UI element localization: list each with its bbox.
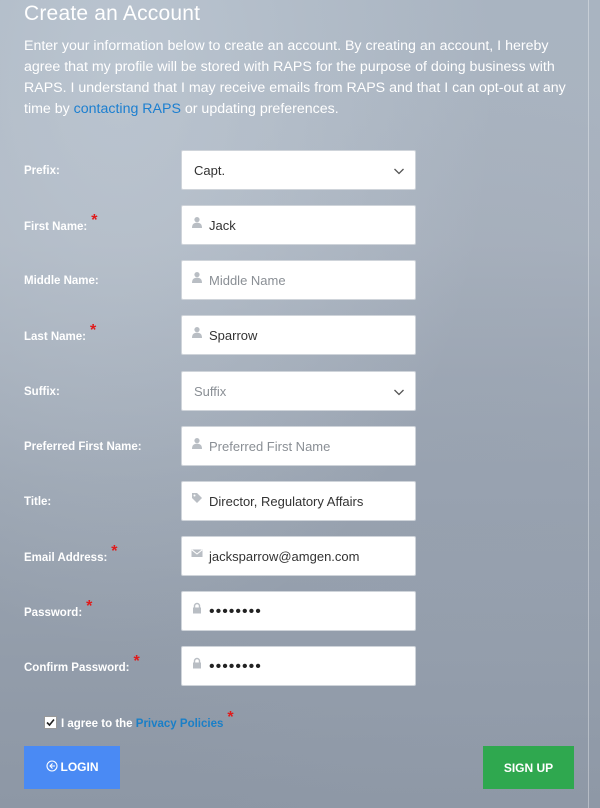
first-name-label: First Name: * xyxy=(24,212,98,233)
envelope-icon xyxy=(191,546,203,558)
last-name-label: Last Name: * xyxy=(24,322,97,343)
required-asterisk: * xyxy=(90,322,97,339)
intro-text xyxy=(24,36,576,120)
tag-icon xyxy=(191,491,203,503)
lock-icon xyxy=(191,656,203,668)
middle-name-label: Middle Name: xyxy=(24,275,99,287)
first-name-row xyxy=(24,205,418,247)
intro-text-start: Enter your information below to create an account. By creating an account, I hereby agree that my profile will be stored with RAPS for the purpose of doing business with RAPS. I understand that I may receive emails from RAPS and that I can opt-out at any time by xyxy=(24,38,566,117)
password-row xyxy=(24,591,418,633)
privacy-agreement xyxy=(44,709,234,734)
user-icon xyxy=(191,436,203,448)
email-row xyxy=(24,536,418,578)
required-asterisk: * xyxy=(227,709,234,726)
chevron-down-icon xyxy=(393,164,405,176)
prefix-value: Capt. xyxy=(194,163,226,178)
contacting-raps-link[interactable]: contacting RAPS xyxy=(73,101,181,117)
user-icon xyxy=(191,325,203,337)
page-title: Create an Account xyxy=(24,2,201,25)
email-value: jacksparrow@amgen.com xyxy=(209,549,360,564)
email-label: Email Address: * xyxy=(24,543,118,564)
middle-name-field[interactable] xyxy=(181,260,416,300)
first-name-field[interactable] xyxy=(181,205,416,245)
chevron-down-icon xyxy=(393,385,405,397)
confirm-password-value: •••••••• xyxy=(209,658,262,675)
confirm-password-label: Confirm Password: * xyxy=(24,653,140,674)
last-name-field[interactable] xyxy=(181,315,416,355)
confirm-password-field[interactable] xyxy=(181,646,416,686)
preferred-first-name-placeholder: Preferred First Name xyxy=(209,439,331,454)
suffix-placeholder: Suffix xyxy=(194,384,227,399)
title-value: Director, Regulatory Affairs xyxy=(209,494,364,509)
preferred-first-name-label: Preferred First Name: xyxy=(24,441,142,453)
confirm-password-row xyxy=(24,646,418,688)
required-asterisk: * xyxy=(133,653,140,670)
preferred-first-name-field[interactable] xyxy=(181,426,416,466)
suffix-label: Suffix: xyxy=(24,386,60,398)
user-icon xyxy=(191,215,203,227)
first-name-value: Jack xyxy=(209,218,236,233)
suffix-row xyxy=(24,371,418,413)
prefix-row xyxy=(24,150,418,192)
sign-up-button[interactable]: SIGN UP xyxy=(483,746,574,789)
login-button[interactable] xyxy=(24,746,120,789)
title-row xyxy=(24,481,418,523)
privacy-checkbox[interactable] xyxy=(44,716,57,729)
prefix-label: Prefix: xyxy=(24,165,60,177)
intro-text-end: or updating preferences. xyxy=(180,101,339,117)
suffix-select[interactable] xyxy=(181,371,416,411)
email-field[interactable] xyxy=(181,536,416,576)
login-label: LOGIN xyxy=(60,759,99,774)
agreement-text: I agree to the xyxy=(61,718,136,730)
password-field[interactable] xyxy=(181,591,416,631)
login-icon xyxy=(46,760,58,775)
privacy-policies-link[interactable]: Privacy Policies xyxy=(135,718,224,730)
password-value: •••••••• xyxy=(209,603,262,620)
last-name-value: Sparrow xyxy=(209,328,258,343)
lock-icon xyxy=(191,601,203,613)
required-asterisk: * xyxy=(111,543,118,560)
last-name-row xyxy=(24,315,418,357)
title-label: Title: xyxy=(24,496,52,508)
middle-name-placeholder: Middle Name xyxy=(209,273,286,288)
required-asterisk: * xyxy=(86,598,93,615)
middle-name-row xyxy=(24,260,418,302)
required-asterisk: * xyxy=(91,212,98,229)
user-icon xyxy=(191,270,203,282)
title-field[interactable] xyxy=(181,481,416,521)
preferred-first-name-row xyxy=(24,426,418,468)
password-label: Password: * xyxy=(24,598,93,619)
prefix-select[interactable] xyxy=(181,150,416,190)
